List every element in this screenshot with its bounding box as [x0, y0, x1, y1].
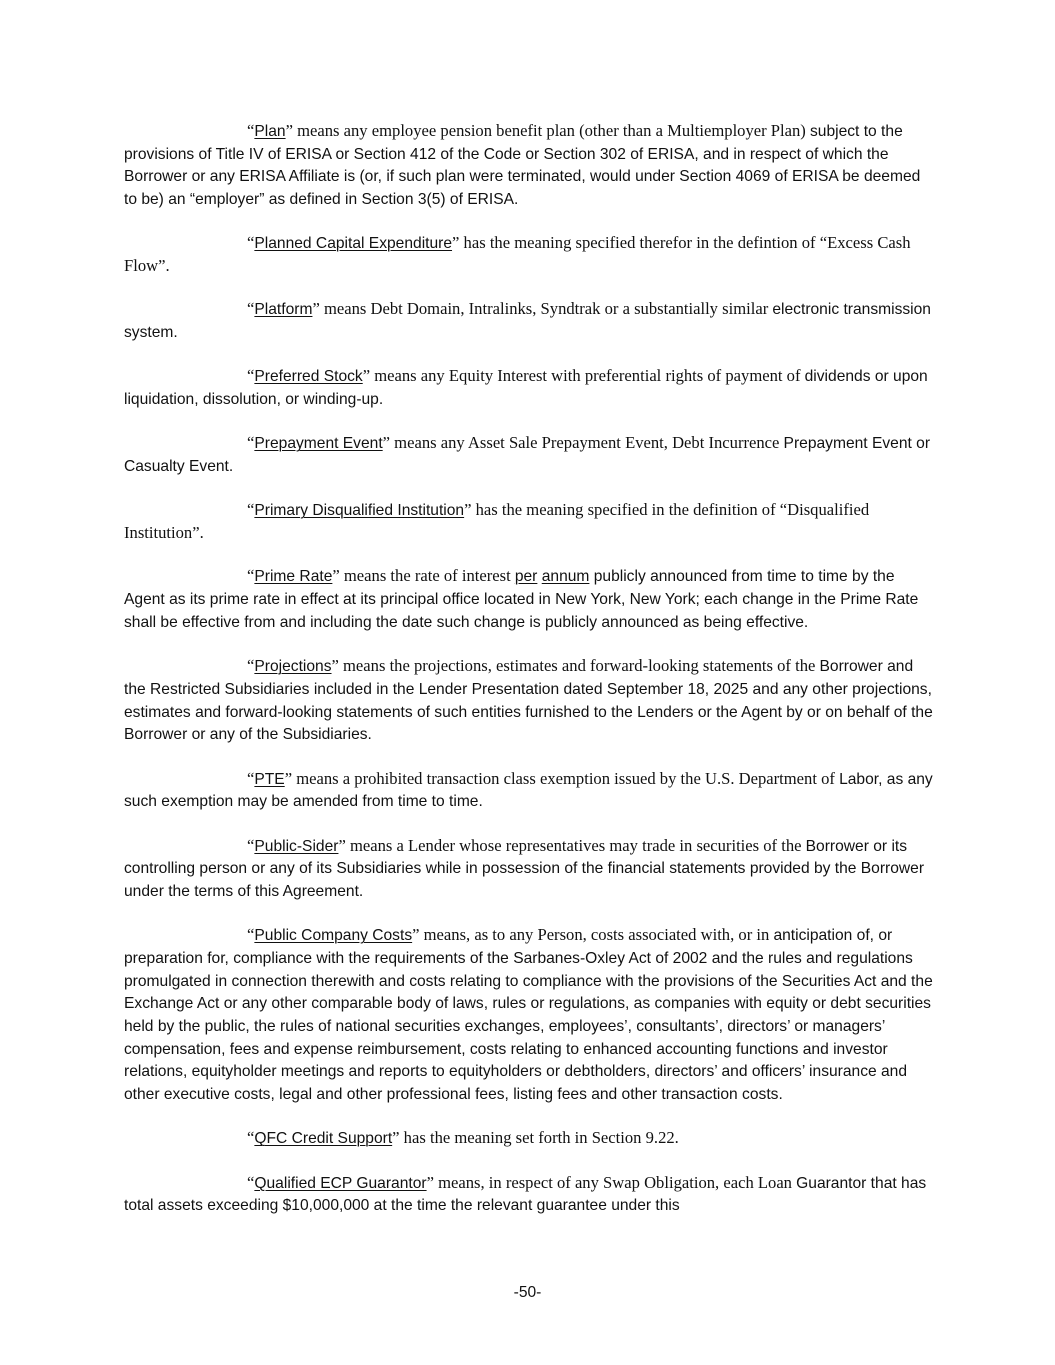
definition-text: Guarantor that has total assets exceeding $10,000,000 at the time the relevant guarantee under this [124, 1174, 927, 1215]
open-quote: “ [247, 1128, 255, 1148]
defined-term: Projections [254, 658, 332, 676]
definition-platform [124, 298, 934, 343]
open-quote: “ [247, 768, 255, 788]
definition-text: “Excess Cash Flow”. [124, 233, 911, 276]
definition-projections [124, 655, 934, 746]
definition-lead: ” means the projections, estimates and forward-looking statements of the [331, 656, 820, 676]
definition-lead: ” means the rate of interest [332, 566, 515, 586]
definition-preferred-stock [124, 365, 934, 410]
definition-lead: ” has the meaning specified therefor in the defintion of [452, 233, 820, 253]
definition-lead: ” means a Lender whose representatives may trade in securities of the [338, 835, 806, 855]
open-quote: “ [247, 1172, 255, 1192]
definition-text: dividends or upon liquidation, dissolution, or winding-up. [124, 368, 928, 409]
definition-text: Borrower or its controlling person or any of its Subsidiaries while in possession of the financial statements provided by the Borrower under the terms of this Agreement. [124, 837, 925, 900]
definition-primary-disqualified-institution [124, 499, 934, 543]
open-quote: “ [247, 835, 255, 855]
definition-text: “Disqualified Institution”. [124, 500, 870, 543]
definition-text: subject to the provisions of Title IV of ERISA or Section 412 of the Code or Section 302 of ERISA, and in respect of which the Borrower or any ERISA Affiliate is (or, if such plan were terminated, would under Section 4069 of ERISA be deemed to be) an “employer” as defined in Section 3(5) of ERISA. [124, 123, 921, 209]
defined-term: Platform [254, 301, 313, 319]
document-page [124, 120, 934, 1239]
definition-pte [124, 768, 934, 813]
open-quote: “ [247, 233, 255, 253]
definition-prepayment-event [124, 432, 934, 477]
open-quote: “ [247, 500, 255, 520]
defined-term: Planned Capital Expenditure [254, 235, 453, 253]
open-quote: “ [247, 121, 255, 140]
open-quote: “ [247, 925, 255, 945]
definition-lead: ” means any employee pension benefit plan (other than a Multiemployer Plan) [285, 121, 810, 140]
definition-prime-rate [124, 565, 934, 633]
defined-term: Public Company Costs [254, 927, 413, 945]
definition-lead: ” means, as to any Person, costs associated with, or in [412, 925, 774, 945]
definition-lead: ” means any Asset Sale Prepayment Event, Debt Incurrence [382, 433, 784, 453]
definition-text: publicly announced from time to time by the Agent as its prime rate in effect at its principal office located in New York, New York; each change in the Prime Rate shall be effective from and including the date such change is publicly announced as being effective. [124, 568, 919, 631]
definition-text: Labor, as any such exemption may be amended from time to time. [124, 770, 933, 811]
open-quote: “ [247, 656, 255, 676]
open-quote: “ [247, 433, 255, 453]
defined-term: Prepayment Event [254, 435, 383, 453]
definition-planned-capital-expenditure [124, 232, 934, 276]
defined-term: Plan [254, 123, 286, 140]
definition-qfc-credit-support [124, 1127, 934, 1150]
definition-qualified-ecp-guarantor [124, 1172, 934, 1217]
per-term: per [514, 568, 538, 586]
defined-term: PTE [254, 770, 285, 788]
definition-lead: ” means, in respect of any Swap Obligation, each Loan [426, 1172, 797, 1192]
definition-lead: ” means Debt Domain, Intralinks, Syndtrak or a substantially similar [312, 299, 773, 319]
definition-text: Prepayment Event or Casualty Event. [124, 435, 931, 476]
definition-plan [124, 120, 934, 211]
definition-lead: ” means any Equity Interest with preferential rights of payment of [362, 366, 805, 386]
page-number: -50- [513, 1284, 542, 1301]
annum-term: annum [541, 568, 590, 586]
defined-term: Prime Rate [254, 568, 333, 586]
definition-lead: ” has the meaning specified in the definition of [464, 500, 780, 520]
open-quote: “ [247, 299, 255, 319]
definition-text: anticipation of, or preparation for, compliance with the requirements of the Sarbanes-Oxley Act of 2002 and the rules and regulations promulgated in connection therewith and costs relating to compliance with the provisions of the Securities Act and the Exchange Act or any other comparable body of laws, rules or regulations, as companies with equity or debt securities held by the public, the rules of national securities exchanges, employees’, consultants’, directors’ or managers’ compensation, fees and expense reimbursement, costs relating to enhanced accounting functions and investor relations, equityholder meetings and reports to equityholders or debtholders, directors’ and officers’ insurance and other executive costs, legal and other professional fees, listing fees and other transaction costs. [124, 927, 933, 1104]
definition-public-sider [124, 835, 934, 903]
defined-term: Primary Disqualified Institution [254, 502, 465, 520]
definition-text: electronic transmission system. [124, 301, 931, 342]
definition-text: Borrower and the Restricted Subsidiaries included in the Lender Presentation dated September 18, 2025 and any other projections, estimates and forward-looking statements of such entities furnished to the Lenders or the Agent by or on behalf of the Borrower or any of the Subsidiaries. [124, 658, 933, 744]
open-quote: “ [247, 566, 255, 586]
defined-term: Preferred Stock [254, 368, 363, 386]
definition-lead: ” means a prohibited transaction class exemption issued by the U.S. Department of [284, 768, 840, 788]
defined-term: Public-Sider [254, 837, 339, 855]
open-quote: “ [247, 366, 255, 386]
definition-public-company-costs [124, 924, 934, 1106]
definition-lead: ” has the meaning set forth in Section 9.22. [392, 1128, 679, 1148]
defined-term: QFC Credit Support [254, 1130, 393, 1148]
defined-term: Qualified ECP Guarantor [254, 1174, 427, 1192]
